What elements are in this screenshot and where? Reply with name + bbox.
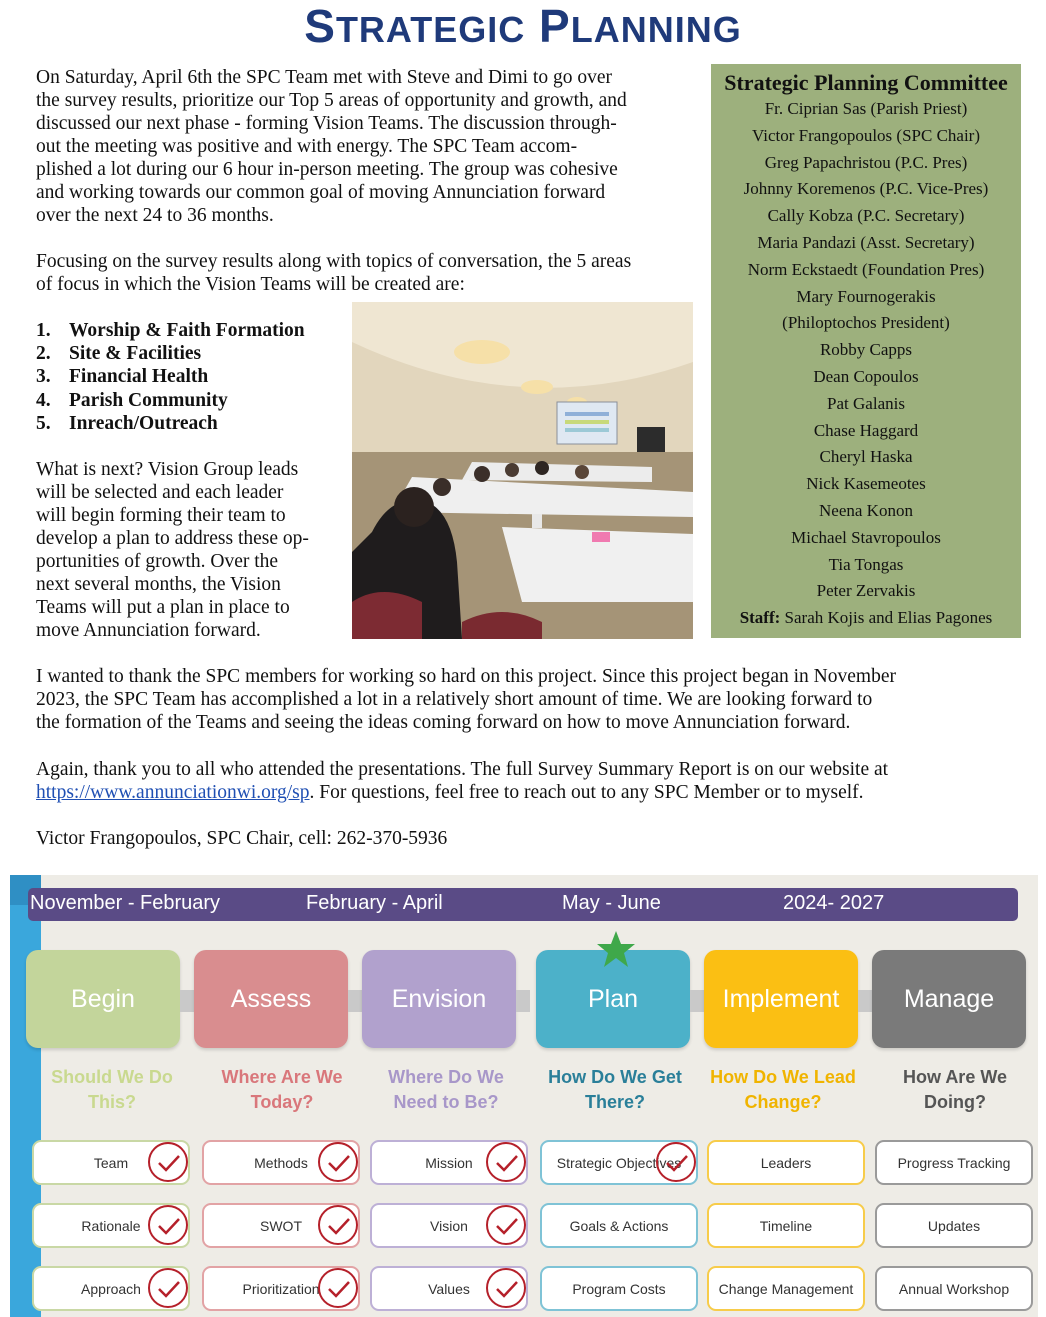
committee-sidebar: [711, 64, 1021, 638]
phase-connector: [858, 990, 872, 1012]
list-number: 4.: [36, 389, 51, 411]
committee-member: Cally Kobza (P.C. Secretary): [767, 206, 965, 226]
committee-member: Nick Kasemeotes: [806, 474, 926, 494]
phase-question: [698, 1065, 868, 1115]
phase-box-4: Implement: [704, 950, 858, 1048]
list-item: [36, 365, 305, 388]
phase-item-label: Goals & Actions: [569, 1217, 669, 1234]
phase-question-line: This?: [88, 1092, 136, 1112]
check-icon: [318, 1268, 358, 1308]
thanks-line: the formation of the Teams and seeing the ideas coming forward on how to move Annunciation forward.: [36, 712, 851, 733]
check-icon: [486, 1268, 526, 1308]
phase-question: [197, 1065, 367, 1115]
phase-question-line: Where Do We: [388, 1067, 504, 1087]
phase-item-label: Rationale: [81, 1217, 141, 1234]
meeting-room-illustration: [352, 302, 693, 639]
next-steps-paragraph: [36, 458, 348, 642]
intro-paragraph-1: [36, 66, 706, 227]
phase-item-label: Program Costs: [572, 1280, 666, 1297]
phase-item-label: Approach: [81, 1280, 141, 1297]
committee-member: Chase Haggard: [813, 420, 919, 440]
list-number: 2.: [36, 343, 51, 365]
list-label: Financial Health: [69, 366, 209, 388]
phase-item: [707, 1266, 865, 1311]
phase-item: [707, 1140, 865, 1185]
phase-item-label: Progress Tracking: [897, 1154, 1011, 1171]
next-line: What is next? Vision Group leads: [36, 459, 299, 480]
intro-paragraph-2: [36, 250, 706, 296]
phase-item: [540, 1203, 698, 1248]
next-line: Teams will put a plan in place to: [36, 597, 290, 618]
list-label: Worship & Faith Formation: [69, 320, 305, 341]
intro-line: discussed our next phase - forming Vision Teams. The discussion through-: [36, 113, 617, 134]
list-number: 3.: [36, 366, 51, 388]
period-label: May - June: [562, 892, 661, 914]
check-icon: [486, 1205, 526, 1245]
staff-label: Staff:: [739, 608, 781, 628]
committee-member: Norm Eckstaedt (Foundation Pres): [747, 259, 985, 279]
timeline-period-banner: [28, 888, 1018, 921]
intro-line: of focus in which the Vision Teams will be created are:: [36, 274, 465, 295]
intro-line: and working towards our common goal of moving Annunciation forward: [36, 182, 606, 203]
survey-report-link[interactable]: https://www.annunciationwi.org/sp: [36, 782, 310, 803]
phase-box-1: Assess: [194, 950, 348, 1048]
period-label: November - February: [30, 892, 221, 914]
phase-connector: [690, 990, 704, 1012]
phase-item: [540, 1266, 698, 1311]
phase-item: [707, 1203, 865, 1248]
next-line: move Annunciation forward.: [36, 620, 261, 641]
committee-member: Dean Copoulos: [813, 366, 919, 386]
intro-line: out the meeting was positive and with energy. The SPC Team accom-: [36, 136, 578, 157]
phase-question-line: Should We Do: [51, 1067, 173, 1087]
check-icon: [486, 1142, 526, 1182]
again-line: Again, thank you to all who attended the presentations. The full Survey Summary Report is on our website at: [36, 759, 889, 780]
phase-box-5: Manage: [872, 950, 1026, 1048]
phase-item-label: Methods: [254, 1154, 308, 1171]
check-icon: [148, 1142, 188, 1182]
committee-member: Peter Zervakis: [816, 581, 916, 601]
committee-member: Maria Pandazi (Asst. Secretary): [757, 232, 975, 252]
phase-connector: [180, 990, 194, 1012]
phase-item-label: Vision: [430, 1217, 468, 1234]
phase-question: [361, 1065, 531, 1115]
title-word-2: LANNING: [570, 9, 742, 50]
page-title: [0, 2, 1046, 54]
phase-question-line: Need to Be?: [393, 1092, 499, 1112]
title-initial-p: P: [539, 0, 571, 52]
committee-heading: Strategic Planning Committee: [724, 70, 1008, 95]
title-initial-s: S: [304, 0, 336, 52]
phase-question-line: Doing?: [924, 1092, 986, 1112]
list-number: 1.: [36, 320, 51, 341]
focus-areas-list: [36, 319, 305, 435]
intro-line: over the next 24 to 36 months.: [36, 205, 274, 226]
check-icon: [656, 1142, 696, 1182]
signature: Victor Frangopoulos, SPC Chair, cell: 262-370-5936: [36, 828, 448, 849]
phase-question-line: How Do We Get: [548, 1067, 682, 1087]
committee-staff: [711, 605, 1021, 632]
check-icon: [318, 1205, 358, 1245]
next-line: next several months, the Vision: [36, 574, 281, 595]
phase-connector: [516, 990, 530, 1012]
intro-line: the survey results, prioritize our Top 5 areas of opportunity and growth, and: [36, 90, 627, 111]
list-label: Inreach/Outreach: [69, 412, 218, 434]
next-line: will be selected and each leader: [36, 482, 284, 503]
list-label: Site & Facilities: [69, 343, 202, 365]
phase-question: [530, 1065, 700, 1115]
again-paragraph: [36, 758, 1026, 804]
committee-member: Michael Stavropoulos: [791, 527, 941, 547]
committee-member: Greg Papachristou (P.C. Pres): [764, 152, 968, 172]
list-label: Parish Community: [69, 389, 228, 411]
phase-question: [870, 1065, 1038, 1115]
phase-item-label: Updates: [927, 1217, 981, 1234]
again-line-rest: . For questions, feel free to reach out to any SPC Member or to myself.: [309, 782, 864, 803]
committee-member: Victor Frangopoulos (SPC Chair): [752, 125, 980, 145]
phase-connector: [348, 990, 362, 1012]
phase-item-label: Values: [428, 1280, 470, 1297]
phase-box-2: Envision: [362, 950, 516, 1048]
intro-line: Focusing on the survey results along with topics of conversation, the 5 areas: [36, 251, 632, 272]
list-item: [36, 389, 305, 412]
committee-member: Cheryl Haska: [819, 447, 913, 467]
committee-member: Neena Konon: [819, 500, 913, 520]
title-word-1: TRATEGIC: [335, 9, 526, 50]
committee-member: Mary Fournogerakis: [796, 286, 936, 306]
strategic-planning-timeline: [10, 875, 1038, 1317]
list-item: [36, 342, 305, 365]
committee-member: Robby Capps: [819, 340, 913, 360]
phase-question-line: How Do We Lead: [710, 1067, 856, 1087]
phase-question-line: How Are We: [902, 1067, 1008, 1087]
phase-question-line: Change?: [744, 1092, 822, 1112]
phase-item-label: Team: [93, 1154, 129, 1171]
star-icon: [596, 930, 636, 968]
list-item: [36, 319, 305, 342]
phase-question-line: Today?: [250, 1092, 314, 1112]
thanks-line: I wanted to thank the SPC members for working so hard on this project. Since this project began in November: [36, 666, 896, 687]
thanks-line: 2023, the SPC Team has accomplished a lot in a relatively short amount of time. We are looking forward to: [36, 689, 873, 710]
phase-item-label: Timeline: [759, 1217, 813, 1234]
phase-item-label: Change Management: [718, 1280, 854, 1297]
phase-box-0: Begin: [26, 950, 180, 1048]
list-item: [36, 412, 305, 435]
committee-member: (Philoptochos President): [782, 313, 950, 333]
phase-item-label: Annual Workshop: [898, 1280, 1010, 1297]
committee-member: Pat Galanis: [827, 393, 905, 413]
phase-item: [875, 1203, 1033, 1248]
list-number: 5.: [36, 412, 51, 434]
check-icon: [318, 1142, 358, 1182]
phase-question-line: Where Are We: [221, 1067, 343, 1087]
next-line: portunities of growth. Over the: [36, 551, 279, 572]
phase-item-label: Leaders: [760, 1154, 812, 1171]
phase-box-3: Plan: [536, 950, 690, 1048]
phase-item-label: Strategic Objectives: [556, 1154, 682, 1171]
period-label: February - April: [306, 892, 443, 914]
phase-item-label: Mission: [425, 1154, 473, 1171]
committee-member: Fr. Ciprian Sas (Parish Priest): [764, 99, 968, 118]
phase-item-label: SWOT: [260, 1217, 302, 1234]
phase-item: [875, 1140, 1033, 1185]
committee-member: Johnny Koremenos (P.C. Vice-Pres): [743, 179, 989, 199]
thanks-paragraph: [36, 665, 1026, 734]
staff-names: Sarah Kojis and Elias Pagones: [780, 608, 993, 628]
again-line-2: [36, 781, 1026, 804]
next-line: develop a plan to address these op-: [36, 528, 309, 549]
check-icon: [148, 1205, 188, 1245]
check-icon: [148, 1268, 188, 1308]
phase-item-label: Prioritization: [242, 1280, 320, 1297]
committee-member: Tia Tongas: [828, 554, 904, 574]
phase-item: [875, 1266, 1033, 1311]
period-label: 2024- 2027: [783, 892, 885, 914]
phase-question-line: There?: [584, 1092, 645, 1112]
phase-question: [27, 1065, 197, 1115]
intro-line: plished a lot during our 6 hour in-person meeting. The group was cohesive: [36, 159, 618, 180]
meeting-photo: [352, 302, 693, 639]
next-line: will begin forming their team to: [36, 505, 286, 526]
intro-line: On Saturday, April 6th the SPC Team met with Steve and Dimi to go over: [36, 67, 612, 88]
